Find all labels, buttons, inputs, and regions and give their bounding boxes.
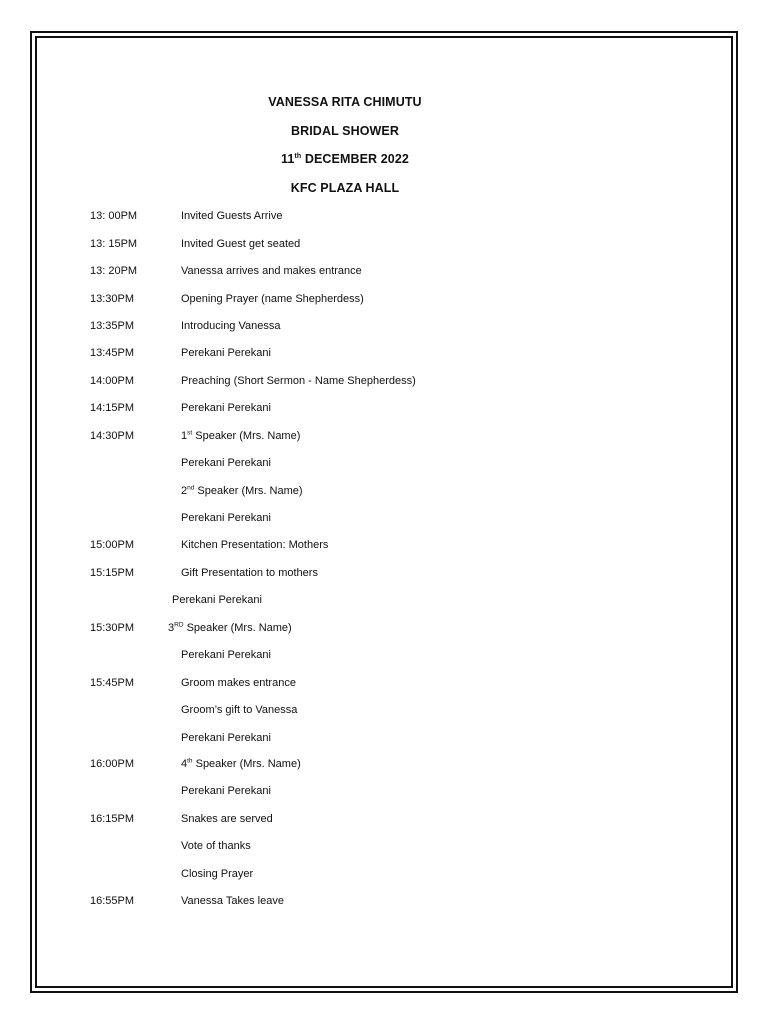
schedule-time: 13:35PM (90, 320, 135, 332)
date-day: 11 (281, 152, 295, 166)
schedule-time: 16:00PM (90, 758, 135, 770)
schedule-activity: Closing Prayer (181, 868, 254, 880)
schedule-row (0, 375, 768, 391)
event-date-heading (160, 152, 530, 166)
schedule-activity: 3RD Speaker (Mrs. Name) (168, 621, 292, 634)
schedule-activity: 1st Speaker (Mrs. Name) (181, 429, 301, 442)
schedule-time: 16:55PM (90, 895, 135, 907)
schedule-row (0, 320, 768, 336)
schedule-time: 13: 00PM (90, 210, 138, 222)
event-title-heading: BRIDAL SHOWER (290, 124, 399, 138)
schedule-activity: Introducing Vanessa (181, 320, 281, 332)
schedule-activity: Snakes are served (181, 813, 273, 825)
schedule-activity: Vanessa Takes leave (181, 895, 284, 907)
schedule-row (0, 539, 768, 555)
schedule-time: 15:45PM (90, 677, 135, 689)
schedule-time: 16:15PM (90, 813, 135, 825)
schedule-time: 14:30PM (90, 430, 135, 442)
schedule-activity: Vote of thanks (181, 840, 251, 852)
schedule-time: 14:15PM (90, 402, 135, 414)
schedule-time: 15:00PM (90, 539, 135, 551)
schedule-row (0, 265, 768, 281)
schedule-activity: Perekani Perekani (181, 402, 271, 414)
schedule-row (0, 785, 768, 801)
schedule-activity: 4th Speaker (Mrs. Name) (181, 757, 301, 770)
schedule-row (0, 732, 768, 748)
schedule-row (0, 430, 768, 446)
schedule-row (0, 567, 768, 583)
schedule-activity: Perekani Perekani (181, 732, 271, 744)
schedule-row (0, 594, 768, 610)
schedule-activity: Vanessa arrives and makes entrance (181, 265, 362, 277)
schedule-time: 15:15PM (90, 567, 135, 579)
schedule-time: 13: 20PM (90, 265, 138, 277)
schedule-row (0, 402, 768, 418)
schedule-time: 14:00PM (90, 375, 135, 387)
schedule-activity: Kitchen Presentation: Mothers (181, 539, 329, 551)
bride-name-heading: VANESSA RITA CHIMUTU (268, 95, 422, 109)
schedule-row (0, 293, 768, 309)
schedule-activity: Invited Guest get seated (181, 238, 301, 250)
schedule-row (0, 758, 768, 774)
schedule-activity: Perekani Perekani (181, 457, 271, 469)
schedule-activity: Invited Guests Arrive (181, 210, 283, 222)
schedule-activity: Perekani Perekani (181, 649, 271, 661)
schedule-activity: 2nd Speaker (Mrs. Name) (181, 484, 303, 497)
schedule-activity: Opening Prayer (name Shepherdess) (181, 293, 364, 305)
schedule-activity: Preaching (Short Sermon - Name Shepherdess) (181, 375, 416, 387)
schedule-activity: Gift Presentation to mothers (181, 567, 318, 579)
schedule-activity: Perekani Perekani (181, 512, 271, 524)
schedule-activity: Perekani Perekani (172, 594, 262, 606)
schedule-row (0, 485, 768, 501)
date-month-year: DECEMBER 2022 (301, 152, 409, 166)
date-day-suffix: th (294, 152, 302, 160)
schedule-time: 13:45PM (90, 347, 135, 359)
schedule-activity: Perekani Perekani (181, 347, 271, 359)
schedule-activity: Groom makes entrance (181, 677, 296, 689)
schedule-row (0, 210, 768, 226)
schedule-time: 13: 15PM (90, 238, 138, 250)
schedule-row (0, 622, 768, 638)
venue-heading: KFC PLAZA HALL (290, 181, 400, 195)
schedule-row (0, 840, 768, 856)
schedule-activity: Groom’s gift to Vanessa (181, 704, 298, 716)
schedule-row (0, 895, 768, 911)
schedule-time: 13:30PM (90, 293, 135, 305)
schedule-activity: Perekani Perekani (181, 785, 271, 797)
schedule-row (0, 457, 768, 473)
schedule-row (0, 868, 768, 884)
schedule-row (0, 347, 768, 363)
schedule-row (0, 813, 768, 829)
schedule-row (0, 704, 768, 720)
schedule-time: 15:30PM (90, 622, 135, 634)
schedule-row (0, 512, 768, 528)
schedule-row (0, 677, 768, 693)
schedule-row (0, 238, 768, 254)
schedule-row (0, 649, 768, 665)
